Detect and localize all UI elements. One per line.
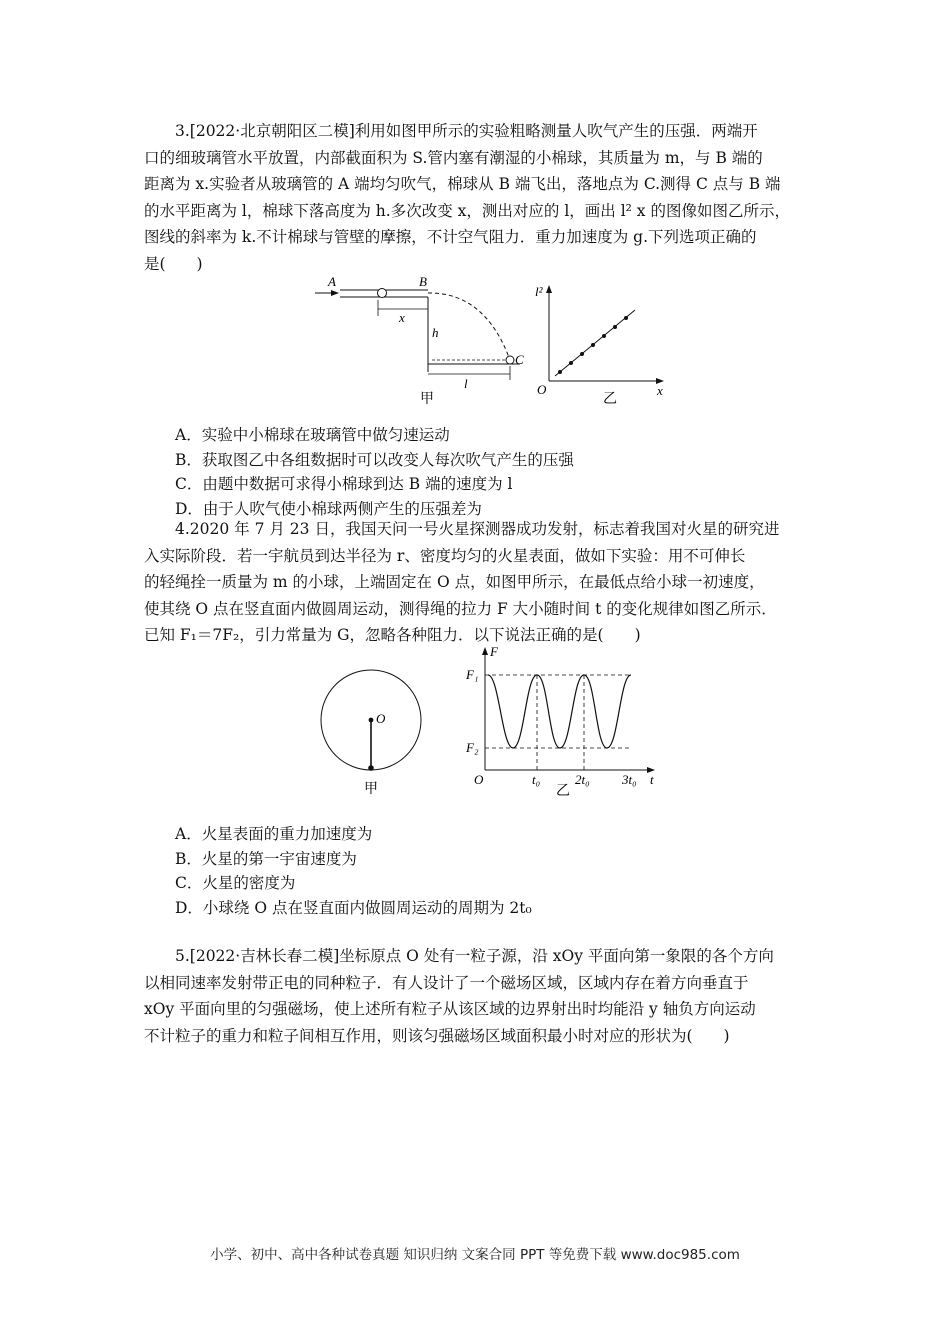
data-point — [613, 325, 617, 329]
q3-line: 3.[2022·北京朝阳区二模]利用如图甲所示的实验粗略测量人吹气产生的压强．两端开 — [175, 122, 758, 140]
q3-line: 的水平距离为 l，棉球下落高度为 h.多次改变 x，测出对应的 l，画出 l² x 的图像如图乙所示， — [144, 201, 790, 220]
q4-option-b: B．火星的第一宇宙速度为 — [175, 849, 357, 868]
ball — [368, 765, 374, 771]
origin-label: O — [474, 772, 484, 787]
q3-figure-yi — [535, 278, 675, 408]
data-point — [569, 361, 573, 365]
caption-yi: 乙 — [556, 784, 570, 799]
q4-line: 4.2020 年 7 月 23 日，我国天问一号火星探测器成功发射，标志着我国对火星的研究进 — [175, 520, 780, 538]
q3-line: 口的细玻璃管水平放置，内部截面积为 S.管内塞有潮湿的小棉球，其质量为 m，与 B 端的 — [144, 148, 763, 167]
q4-figure-jia — [318, 668, 433, 798]
label-C: C — [515, 352, 524, 367]
force-curve — [488, 675, 631, 748]
q4-figure-yi — [462, 640, 672, 800]
page-footer: 小学、初中、高中各种试卷真题 知识归纳 文案合同 PPT 等免费下载 www.doc985.com — [210, 1247, 740, 1263]
q3-line: 距离为 x.实验者从玻璃管的 A 端均匀吹气，棉球从 B 端飞出，落地点为 C.测得 C 点与 B 端 — [144, 175, 781, 193]
q3-option-a: A．实验中小棉球在玻璃管中做匀速运动 — [175, 426, 450, 444]
q3-figure-jia — [310, 272, 535, 407]
q3-option-d: D．由于人吹气使小棉球两侧产生的压强差为 — [175, 499, 482, 518]
data-point — [602, 334, 606, 338]
q5-line: 以相同速率发射带正电的同种粒子．有人设计了一个磁场区域，区域内存在着方向垂直于 — [144, 973, 749, 992]
landing-ball — [506, 356, 514, 364]
x-axis-label: x — [657, 383, 663, 398]
trajectory — [428, 293, 510, 360]
caption-jia: 甲 — [364, 782, 378, 797]
q4-option-c: C．火星的密度为 — [175, 874, 296, 892]
q3-line: 图线的斜率为 k.不计棉球与管壁的摩擦，不计空气阻力．重力加速度为 g.下列选项正确的 — [144, 228, 757, 246]
f2-label: F₂ — [466, 740, 479, 755]
q4-line: 入实际阶段．若一宇航员到达半径为 r、密度均匀的火星表面，做如下实验：用不可伸长 — [144, 546, 746, 565]
caption-yi: 乙 — [603, 392, 617, 407]
q4-line: 已知 F₁＝7F₂，引力常量为 G，忽略各种阻力．以下说法正确的是( ) — [144, 626, 641, 644]
y-axis-label: l² — [535, 284, 543, 299]
t3-label: 3t₀ — [622, 772, 637, 787]
t0-label: t₀ — [532, 772, 541, 787]
question-3-text — [144, 118, 816, 277]
q4-option-a: A．火星表面的重力加速度为 — [175, 825, 373, 843]
label-l: l — [464, 376, 468, 391]
data-point — [591, 343, 595, 347]
pivot-point — [369, 718, 374, 723]
q4-line: 的轻绳拴一质量为 m 的小球，上端固定在 O 点，如图甲所示，在最低点给小球一初速度， — [144, 573, 765, 591]
q4-option-d: D．小球绕 O 点在竖直面内做圆周运动的周期为 2t₀ — [175, 898, 532, 917]
q4-line: 使其绕 O 点在竖直面内做圆周运动，测得绳的拉力 F 大小随时间 t 的变化规律如图乙所示． — [144, 599, 777, 618]
label-A: A — [328, 274, 336, 289]
label-x: x — [399, 310, 405, 325]
q3-option-c: C．由题中数据可求得小棉球到达 B 端的速度为 l — [175, 475, 513, 493]
origin-label: O — [537, 382, 547, 397]
x-axis-label: t — [650, 772, 654, 787]
data-point — [624, 316, 628, 320]
q3-line: 是( ) — [144, 254, 203, 273]
data-point — [558, 370, 562, 374]
y-axis-label: F — [490, 644, 498, 659]
label-B: B — [419, 274, 427, 289]
q5-line: xOy 平面向里的匀强磁场，使上述所有粒子从该区域的边界射出时均能沿 y 轴负方向运动 — [144, 1000, 756, 1018]
data-point — [580, 352, 584, 356]
q3-option-b: B．获取图乙中各组数据时可以改变人每次吹气产生的压强 — [175, 450, 574, 469]
label-O: O — [376, 711, 386, 726]
fit-line — [555, 310, 635, 376]
label-h: h — [432, 325, 439, 340]
t2-label: 2t₀ — [575, 772, 590, 787]
caption-jia: 甲 — [420, 392, 434, 407]
question-5-text — [144, 943, 816, 1049]
question-4-text — [144, 516, 816, 649]
cotton-ball — [378, 289, 387, 298]
f1-label: F₁ — [466, 667, 479, 682]
q5-line: 5.[2022·吉林长春二模]坐标原点 O 处有一粒子源，沿 xOy 平面向第一象限的各个方向 — [175, 947, 774, 965]
q5-line: 不计粒子的重力和粒子间相互作用，则该匀强磁场区域面积最小时对应的形状为( ) — [144, 1026, 730, 1045]
